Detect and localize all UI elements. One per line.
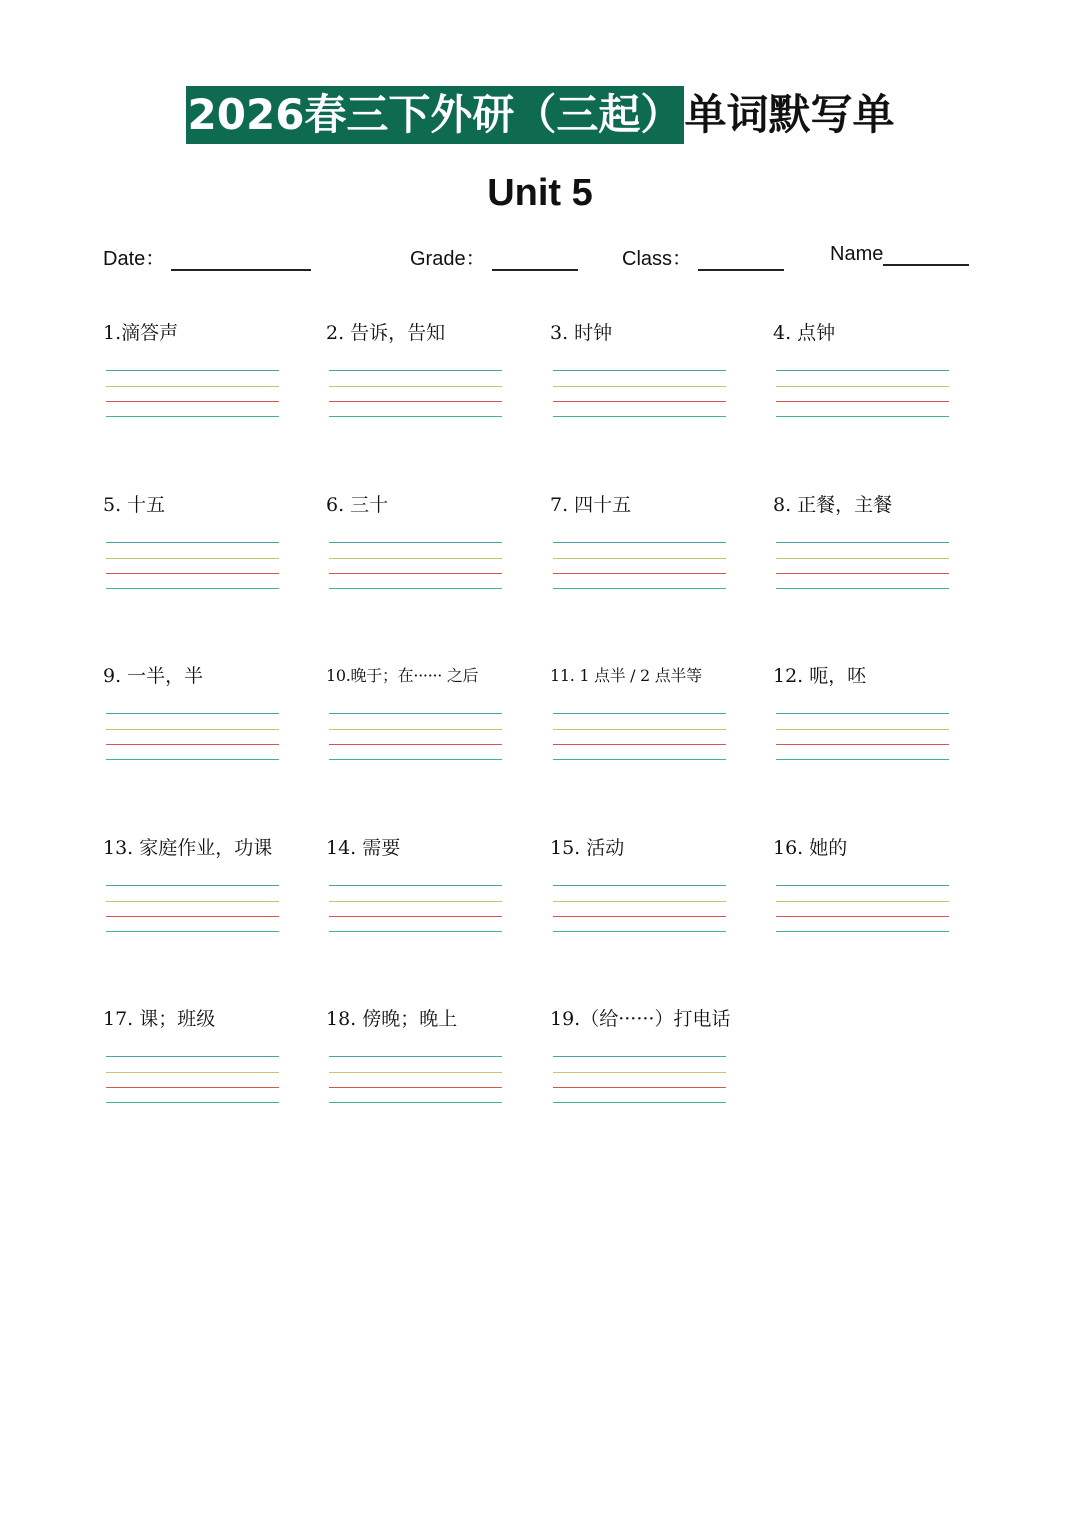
class-label: Class： <box>622 248 693 270</box>
word-prompt: 3. 时钟 <box>550 322 613 344</box>
word-item <box>103 490 318 592</box>
word-prompt: 19.（给······）打电话 <box>550 1008 731 1030</box>
title-highlight: 2026春三下外研（三起） <box>186 86 685 144</box>
writing-lines[interactable] <box>329 370 502 420</box>
writing-line-4 <box>776 416 949 417</box>
word-item <box>103 661 318 763</box>
writing-line-1 <box>776 713 949 714</box>
name-field[interactable] <box>830 242 969 266</box>
word-prompt: 13. 家庭作业，功课 <box>103 837 273 859</box>
writing-line-2 <box>776 386 949 387</box>
writing-line-1 <box>553 370 726 371</box>
writing-line-1 <box>329 370 502 371</box>
writing-line-1 <box>553 713 726 714</box>
writing-line-3 <box>329 916 502 917</box>
writing-line-2 <box>329 901 502 902</box>
writing-line-1 <box>329 713 502 714</box>
word-item <box>326 833 541 935</box>
word-item <box>326 318 541 420</box>
writing-line-4 <box>329 416 502 417</box>
writing-line-3 <box>776 401 949 402</box>
name-blank[interactable] <box>883 242 969 266</box>
name-label: Name <box>830 243 884 265</box>
unit-heading: Unit 5 <box>487 172 593 214</box>
word-item <box>550 1004 765 1106</box>
writing-line-1 <box>106 1056 279 1057</box>
writing-line-1 <box>106 885 279 886</box>
writing-line-3 <box>329 401 502 402</box>
word-prompt: 17. 课；班级 <box>103 1008 216 1030</box>
writing-line-2 <box>553 729 726 730</box>
writing-line-2 <box>553 558 726 559</box>
word-prompt: 9. 一半，半 <box>103 665 204 687</box>
writing-line-2 <box>553 901 726 902</box>
date-label: Date： <box>103 248 166 270</box>
writing-line-4 <box>329 931 502 932</box>
writing-line-1 <box>106 370 279 371</box>
writing-lines[interactable] <box>329 713 502 763</box>
word-prompt: 14. 需要 <box>326 837 401 859</box>
writing-line-1 <box>329 1056 502 1057</box>
writing-line-2 <box>106 386 279 387</box>
writing-line-1 <box>553 1056 726 1057</box>
word-item <box>550 833 765 935</box>
writing-line-2 <box>776 729 949 730</box>
writing-line-4 <box>553 416 726 417</box>
writing-line-3 <box>553 744 726 745</box>
date-field[interactable] <box>103 242 311 271</box>
writing-line-1 <box>776 370 949 371</box>
writing-lines[interactable] <box>553 370 726 420</box>
word-item <box>326 661 541 763</box>
word-item <box>326 1004 541 1106</box>
writing-line-4 <box>329 1102 502 1103</box>
writing-line-4 <box>106 931 279 932</box>
writing-lines[interactable] <box>106 542 279 592</box>
word-item <box>550 490 765 592</box>
word-prompt: 7. 四十五 <box>550 494 632 516</box>
writing-line-3 <box>553 401 726 402</box>
writing-line-1 <box>106 542 279 543</box>
writing-line-1 <box>106 713 279 714</box>
writing-line-2 <box>106 1072 279 1073</box>
word-prompt: 11. 1 点半 / 2 点半等 <box>550 666 702 685</box>
word-prompt: 4. 点钟 <box>773 322 836 344</box>
writing-line-4 <box>329 759 502 760</box>
writing-line-3 <box>106 1087 279 1088</box>
grade-label: Grade： <box>410 248 486 270</box>
word-prompt: 12. 呃，呸 <box>773 665 867 687</box>
word-item <box>103 833 318 935</box>
writing-line-1 <box>329 885 502 886</box>
writing-lines[interactable] <box>553 885 726 935</box>
writing-line-3 <box>553 573 726 574</box>
writing-line-2 <box>106 729 279 730</box>
writing-line-4 <box>106 588 279 589</box>
writing-lines[interactable] <box>553 1056 726 1106</box>
writing-line-3 <box>106 401 279 402</box>
writing-line-1 <box>553 542 726 543</box>
class-field[interactable] <box>622 242 784 271</box>
writing-lines[interactable] <box>106 885 279 935</box>
word-item <box>550 661 765 763</box>
writing-lines[interactable] <box>553 542 726 592</box>
writing-line-1 <box>553 885 726 886</box>
writing-line-4 <box>106 1102 279 1103</box>
writing-line-3 <box>553 1087 726 1088</box>
writing-line-1 <box>329 542 502 543</box>
writing-line-3 <box>553 916 726 917</box>
writing-line-3 <box>106 916 279 917</box>
word-item <box>773 661 988 763</box>
word-item <box>326 490 541 592</box>
writing-line-2 <box>106 558 279 559</box>
word-item <box>103 318 318 420</box>
writing-line-4 <box>776 759 949 760</box>
class-blank[interactable] <box>698 247 784 271</box>
word-prompt: 5. 十五 <box>103 494 166 516</box>
writing-line-1 <box>776 542 949 543</box>
writing-line-3 <box>776 916 949 917</box>
word-prompt: 15. 活动 <box>550 837 625 859</box>
writing-line-3 <box>329 744 502 745</box>
date-blank[interactable] <box>171 247 311 271</box>
writing-line-3 <box>106 573 279 574</box>
writing-lines[interactable] <box>329 885 502 935</box>
word-prompt: 16. 她的 <box>773 837 848 859</box>
writing-lines[interactable] <box>106 713 279 763</box>
writing-line-2 <box>106 901 279 902</box>
writing-lines[interactable] <box>776 885 949 935</box>
word-item <box>773 490 988 592</box>
word-prompt: 6. 三十 <box>326 494 389 516</box>
writing-line-3 <box>776 573 949 574</box>
word-item <box>773 318 988 420</box>
writing-lines[interactable] <box>776 713 949 763</box>
word-item <box>550 318 765 420</box>
writing-lines[interactable] <box>776 370 949 420</box>
writing-line-2 <box>329 558 502 559</box>
word-item <box>773 833 988 935</box>
writing-lines[interactable] <box>776 542 949 592</box>
writing-line-4 <box>553 759 726 760</box>
word-prompt: 10.晚于；在······ 之后 <box>326 666 479 685</box>
writing-line-4 <box>553 588 726 589</box>
writing-lines[interactable] <box>553 713 726 763</box>
grade-field[interactable] <box>410 242 578 271</box>
writing-line-4 <box>776 931 949 932</box>
worksheet-title <box>0 86 1080 144</box>
word-prompt: 8. 正餐，主餐 <box>773 494 893 516</box>
writing-line-3 <box>106 744 279 745</box>
writing-line-4 <box>106 416 279 417</box>
grade-blank[interactable] <box>492 247 578 271</box>
writing-line-4 <box>553 931 726 932</box>
writing-line-2 <box>553 386 726 387</box>
writing-lines[interactable] <box>329 542 502 592</box>
writing-line-2 <box>329 1072 502 1073</box>
writing-line-4 <box>329 588 502 589</box>
writing-line-3 <box>329 1087 502 1088</box>
writing-line-2 <box>776 901 949 902</box>
word-prompt: 2. 告诉，告知 <box>326 322 446 344</box>
writing-line-2 <box>553 1072 726 1073</box>
title-rest: 单词默写单 <box>684 90 895 139</box>
word-prompt: 1.滴答声 <box>103 322 179 344</box>
writing-line-3 <box>329 573 502 574</box>
writing-line-2 <box>329 729 502 730</box>
writing-lines[interactable] <box>329 1056 502 1106</box>
word-item <box>103 1004 318 1106</box>
writing-line-4 <box>776 588 949 589</box>
writing-line-1 <box>776 885 949 886</box>
writing-line-4 <box>106 759 279 760</box>
writing-line-3 <box>776 744 949 745</box>
writing-line-2 <box>329 386 502 387</box>
writing-lines[interactable] <box>106 370 279 420</box>
writing-lines[interactable] <box>106 1056 279 1106</box>
writing-line-4 <box>553 1102 726 1103</box>
word-prompt: 18. 傍晚；晚上 <box>326 1008 458 1030</box>
writing-line-2 <box>776 558 949 559</box>
